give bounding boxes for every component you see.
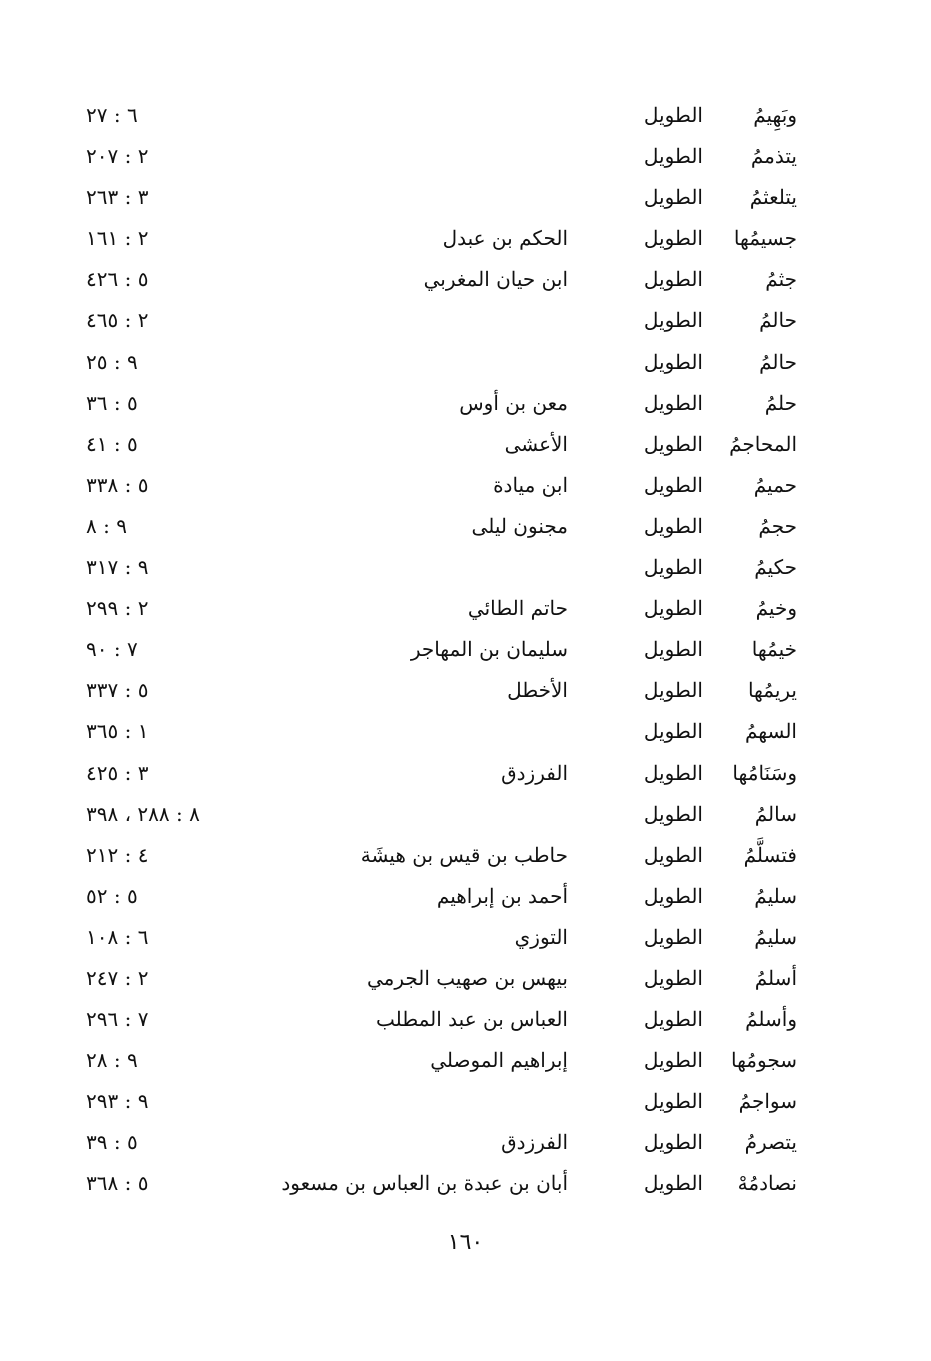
rhyme-word: حكيمُ bbox=[754, 555, 797, 580]
poet-name: العباس بن عبد المطلب bbox=[375, 1007, 568, 1032]
poet-name: أحمد بن إبراهيم bbox=[436, 883, 568, 908]
volume-page-reference: ٥ : ٤٢٦ bbox=[86, 267, 149, 292]
index-row bbox=[0, 711, 931, 752]
volume-page-reference: ٥ : ٣٦٨ bbox=[86, 1171, 149, 1196]
rhyme-word: سواجمُ bbox=[738, 1089, 797, 1114]
rhyme-word: نصادمُهْ bbox=[737, 1171, 797, 1196]
index-row bbox=[0, 670, 931, 711]
volume-page-reference: ٥ : ٤١ bbox=[86, 431, 138, 456]
volume-page-reference: ٤ : ٢١٢ bbox=[86, 842, 149, 867]
poet-name: ابن حيان المغربي bbox=[423, 267, 568, 292]
index-table bbox=[0, 95, 931, 1205]
index-row bbox=[0, 753, 931, 794]
poetic-meter: الطويل bbox=[643, 1171, 703, 1196]
poetic-meter: الطويل bbox=[643, 144, 703, 169]
volume-page-reference: ٦ : ١٠٨ bbox=[86, 924, 149, 949]
volume-page-reference: ٥ : ٣٣٨ bbox=[86, 472, 149, 497]
rhyme-word: حالمُ bbox=[759, 349, 797, 374]
poetic-meter: الطويل bbox=[643, 801, 703, 826]
volume-page-reference: ٧ : ٩٠ bbox=[86, 637, 138, 662]
volume-page-reference: ٩ : ٣١٧ bbox=[86, 555, 149, 580]
poetic-meter: الطويل bbox=[643, 1007, 703, 1032]
index-row bbox=[0, 958, 931, 999]
poet-name: الحكم بن عبدل bbox=[442, 226, 568, 251]
poet-name: سليمان بن المهاجر bbox=[410, 637, 568, 662]
poet-name: الفرزدق bbox=[501, 760, 568, 785]
poetic-meter: الطويل bbox=[643, 390, 703, 415]
poetic-meter: الطويل bbox=[643, 678, 703, 703]
poetic-meter: الطويل bbox=[643, 226, 703, 251]
index-row bbox=[0, 1081, 931, 1122]
poet-name: معن بن أوس bbox=[459, 390, 568, 415]
rhyme-word: أسلمُ bbox=[754, 965, 797, 990]
volume-page-reference: ٢ : ١٦١ bbox=[86, 226, 149, 251]
poet-name: بيهس بن صهيب الجرمي bbox=[366, 965, 568, 990]
rhyme-word: وسَنَامُها bbox=[732, 760, 797, 785]
volume-page-reference: ٨ : ٢٨٨ ، ٣٩٨ bbox=[86, 801, 200, 826]
volume-page-reference: ١ : ٣٦٥ bbox=[86, 719, 149, 744]
poetic-meter: الطويل bbox=[643, 883, 703, 908]
index-row bbox=[0, 1040, 931, 1081]
poetic-meter: الطويل bbox=[643, 185, 703, 210]
poet-name: حاتم الطائي bbox=[467, 596, 568, 621]
poet-name: الأخطل bbox=[507, 678, 568, 703]
volume-page-reference: ٢ : ٢٩٩ bbox=[86, 596, 149, 621]
poet-name: التوزي bbox=[514, 924, 568, 949]
rhyme-word: المحاجمُ bbox=[729, 431, 797, 456]
index-row bbox=[0, 588, 931, 629]
volume-page-reference: ٩ : ٢٨ bbox=[86, 1048, 138, 1073]
rhyme-word: سالمُ bbox=[754, 801, 797, 826]
rhyme-word: وبَهِيمُ bbox=[753, 103, 797, 127]
poet-name: إبراهيم الموصلي bbox=[430, 1048, 568, 1073]
rhyme-word: يتذممُ bbox=[750, 144, 797, 169]
rhyme-word: حلمُ bbox=[764, 390, 797, 415]
rhyme-word: حالمُ bbox=[759, 308, 797, 333]
rhyme-word: جثمُ bbox=[765, 267, 797, 292]
volume-page-reference: ٩ : ٢٩٣ bbox=[86, 1089, 149, 1114]
poet-name: أبان بن عبدة بن العباس بن مسعود bbox=[281, 1171, 568, 1196]
index-row bbox=[0, 876, 931, 917]
index-row bbox=[0, 95, 931, 136]
poet-name: الأعشى bbox=[504, 431, 568, 456]
volume-page-reference: ٥ : ٣٩ bbox=[86, 1130, 138, 1155]
index-row bbox=[0, 629, 931, 670]
index-row bbox=[0, 1163, 931, 1204]
volume-page-reference: ٦ : ٢٧ bbox=[86, 103, 138, 127]
poetic-meter: الطويل bbox=[643, 431, 703, 456]
index-row bbox=[0, 259, 931, 300]
volume-page-reference: ٥ : ٣٣٧ bbox=[86, 678, 149, 703]
poetic-meter: الطويل bbox=[643, 842, 703, 867]
volume-page-reference: ٢ : ٢٠٧ bbox=[86, 144, 149, 169]
poetic-meter: الطويل bbox=[643, 308, 703, 333]
rhyme-word: حميمُ bbox=[753, 472, 797, 497]
volume-page-reference: ٢ : ٤٦٥ bbox=[86, 308, 149, 333]
index-row bbox=[0, 177, 931, 218]
rhyme-word: سليمُ bbox=[754, 924, 797, 949]
volume-page-reference: ٩ : ٢٥ bbox=[86, 349, 138, 374]
rhyme-word: فتسلَّمُ bbox=[743, 842, 797, 867]
poetic-meter: الطويل bbox=[643, 965, 703, 990]
rhyme-word: وخيمُ bbox=[755, 596, 797, 621]
rhyme-word: حجمُ bbox=[758, 513, 797, 538]
index-row bbox=[0, 218, 931, 259]
volume-page-reference: ٥ : ٣٦ bbox=[86, 390, 138, 415]
page-number: ١٦٠ bbox=[447, 1230, 484, 1255]
rhyme-word: سجومُها bbox=[730, 1048, 797, 1073]
poetic-meter: الطويل bbox=[643, 103, 703, 127]
poetic-meter: الطويل bbox=[643, 596, 703, 621]
poetic-meter: الطويل bbox=[643, 719, 703, 744]
poet-name: ابن ميادة bbox=[493, 472, 568, 497]
volume-page-reference: ٧ : ٢٩٦ bbox=[86, 1007, 149, 1032]
volume-page-reference: ٩ : ٨ bbox=[86, 513, 127, 538]
index-row bbox=[0, 506, 931, 547]
poetic-meter: الطويل bbox=[643, 760, 703, 785]
poet-name: حاطب بن قيس بن هيشَة bbox=[360, 842, 568, 867]
index-row bbox=[0, 465, 931, 506]
poetic-meter: الطويل bbox=[643, 1048, 703, 1073]
index-row bbox=[0, 999, 931, 1040]
index-row bbox=[0, 136, 931, 177]
volume-page-reference: ٥ : ٥٢ bbox=[86, 883, 138, 908]
index-row bbox=[0, 1122, 931, 1163]
poet-name: الفرزدق bbox=[501, 1130, 568, 1155]
index-row bbox=[0, 547, 931, 588]
poetic-meter: الطويل bbox=[643, 924, 703, 949]
volume-page-reference: ٣ : ٤٢٥ bbox=[86, 760, 149, 785]
index-row bbox=[0, 300, 931, 341]
rhyme-word: جسيمُها bbox=[733, 226, 797, 251]
index-row bbox=[0, 917, 931, 958]
rhyme-word: يتصرمُ bbox=[744, 1130, 797, 1155]
poetic-meter: الطويل bbox=[643, 1130, 703, 1155]
poetic-meter: الطويل bbox=[643, 267, 703, 292]
index-row bbox=[0, 424, 931, 465]
poetic-meter: الطويل bbox=[643, 637, 703, 662]
index-row bbox=[0, 835, 931, 876]
index-row bbox=[0, 794, 931, 835]
index-row bbox=[0, 342, 931, 383]
rhyme-word: يتلعثمُ bbox=[749, 185, 797, 210]
poetic-meter: الطويل bbox=[643, 555, 703, 580]
index-row bbox=[0, 383, 931, 424]
rhyme-word: خيمُها bbox=[751, 637, 797, 662]
poetic-meter: الطويل bbox=[643, 513, 703, 538]
poetic-meter: الطويل bbox=[643, 349, 703, 374]
rhyme-word: وأسلمُ bbox=[745, 1007, 797, 1032]
poetic-meter: الطويل bbox=[643, 1089, 703, 1114]
volume-page-reference: ٢ : ٢٤٧ bbox=[86, 965, 149, 990]
rhyme-word: يريمُها bbox=[747, 678, 797, 703]
rhyme-word: السهمُ bbox=[744, 719, 797, 744]
rhyme-word: سليمُ bbox=[754, 883, 797, 908]
poet-name: مجنون ليلى bbox=[471, 513, 568, 538]
volume-page-reference: ٣ : ٢٦٣ bbox=[86, 185, 149, 210]
poetic-meter: الطويل bbox=[643, 472, 703, 497]
